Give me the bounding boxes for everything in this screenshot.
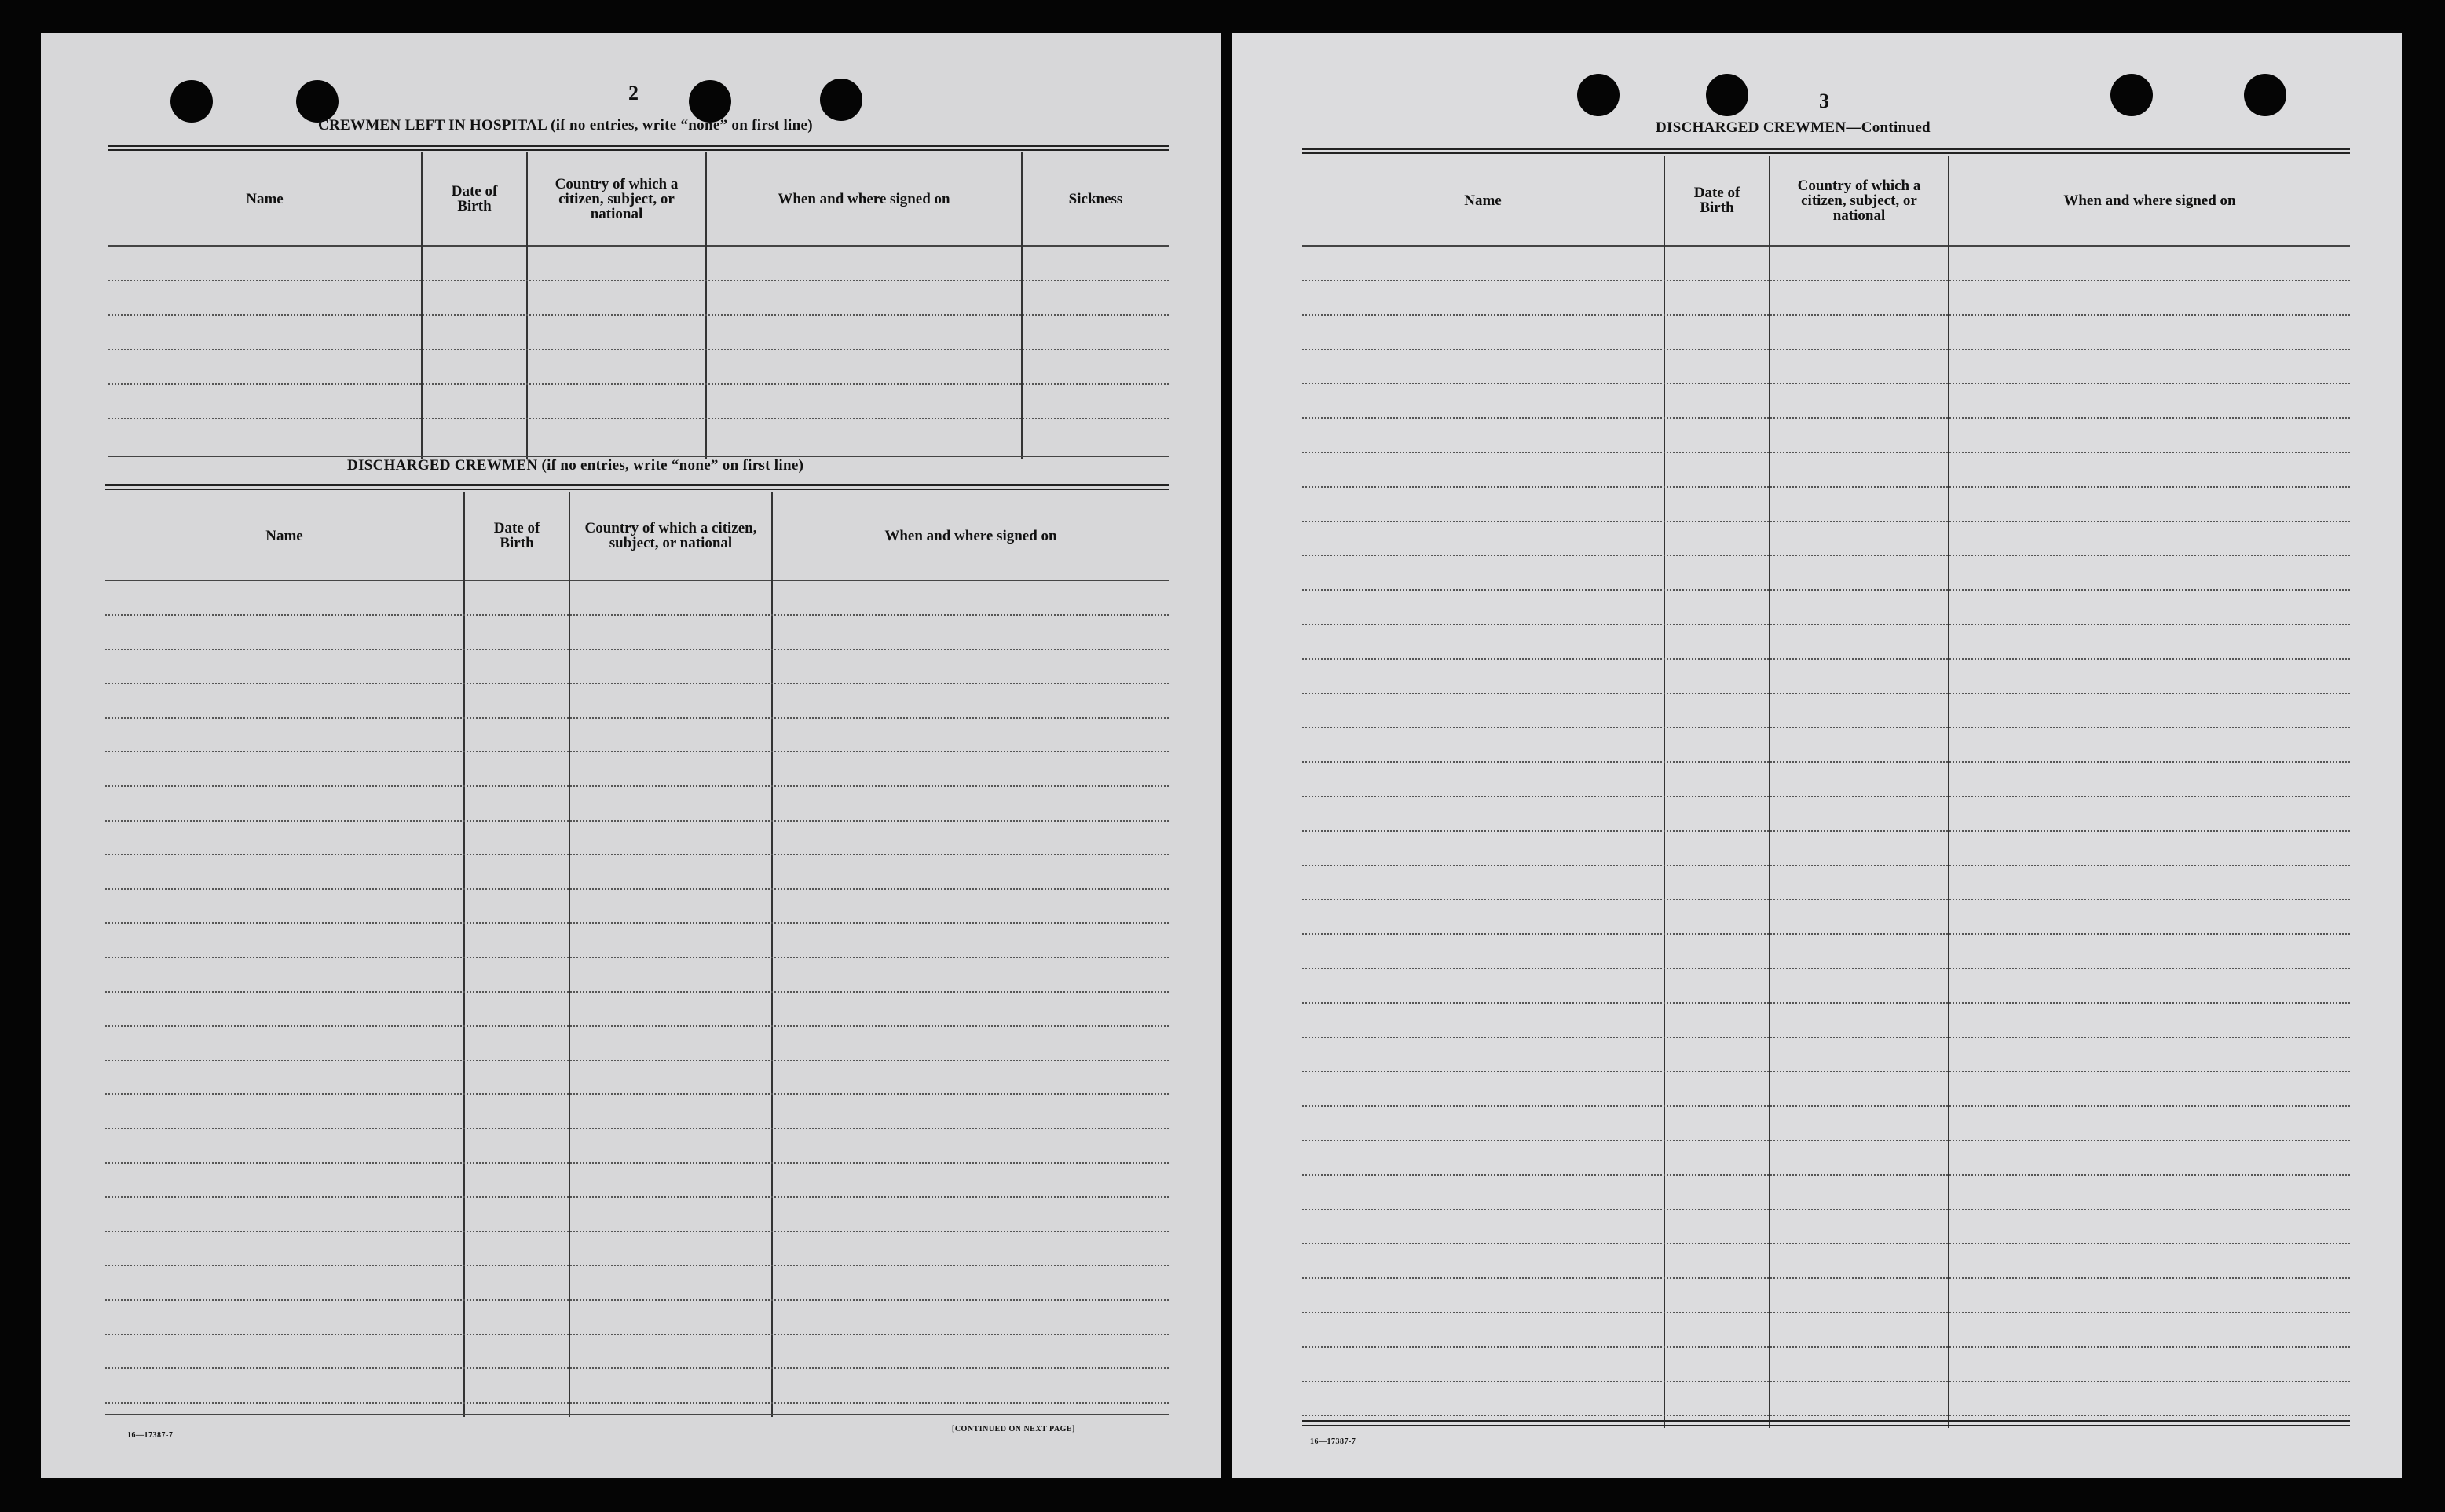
col-header-sickness: Sickness [1068,190,1123,207]
entry-line [1302,1415,2350,1416]
hospital-section-title: CREWMEN LEFT IN HOSPITAL (if no entries, write “none” on first line) [318,117,813,134]
entry-line [1302,1105,2350,1107]
entry-line [105,717,1169,719]
col-header-signed-on: When and where signed on [2063,192,2236,209]
entry-line [1302,1312,2350,1313]
entry-line [105,1299,1169,1301]
entry-line [105,1093,1169,1095]
discharged-table [105,484,1169,1417]
punch-hole [820,79,862,121]
entry-line [1302,968,2350,969]
col-header-country: Country of which a citizen, subject, or national [555,175,679,222]
entry-line [105,888,1169,890]
hospital-table [108,145,1169,459]
left-page [41,33,1221,1478]
entry-line [105,1060,1169,1061]
entry-line [105,922,1169,924]
entry-line [105,614,1169,616]
entry-line [105,991,1169,993]
entry-line [1302,452,2350,453]
col-header-name: Name [265,527,303,544]
entry-line [105,854,1169,855]
form-number: 16—17387-7 [127,1431,174,1440]
discharged-continued-table [1302,148,2350,1428]
entry-line [105,1231,1169,1232]
entry-line [1302,1381,2350,1382]
discharged-section-title: DISCHARGED CREWMEN (if no entries, write “none” on first line) [347,457,804,474]
punch-hole [2110,74,2153,116]
continued-note: [CONTINUED ON NEXT PAGE] [952,1425,1075,1433]
entry-line [1302,658,2350,660]
entry-line [1302,589,2350,591]
entry-line [1302,693,2350,694]
entry-line [1302,417,2350,419]
entry-line [1302,796,2350,797]
col-header-country: Country of which a citizen, subject, or national [1797,177,1921,224]
entry-line [105,785,1169,787]
entry-line [1302,1174,2350,1176]
punch-hole [1577,74,1620,116]
entry-line [1302,555,2350,556]
col-header-signed-on: When and where signed on [884,527,1057,544]
entry-line [105,1367,1169,1369]
entry-line [1302,280,2350,281]
entry-line [1302,1002,2350,1004]
entry-line [105,1196,1169,1198]
punch-hole [1706,74,1748,116]
entry-line [1302,1209,2350,1210]
entry-line [1302,624,2350,625]
punch-hole [689,80,731,123]
entry-line [105,751,1169,752]
entry-line [1302,486,2350,488]
entry-line [1302,933,2350,935]
col-header-date-of-birth: Date of Birth [451,183,498,214]
entry-line [1302,1140,2350,1141]
punch-hole [170,80,213,123]
entry-line [105,1025,1169,1027]
entry-line [105,1128,1169,1129]
entry-line [105,820,1169,822]
entry-line [1302,383,2350,384]
entry-line [105,1162,1169,1164]
entry-line [105,1402,1169,1404]
col-header-signed-on: When and where signed on [778,190,950,207]
entry-line [1302,761,2350,763]
entry-line [105,1334,1169,1335]
discharged-continued-title: DISCHARGED CREWMEN—Continued [1656,119,1931,136]
col-header-date-of-birth: Date of Birth [1693,185,1740,216]
punch-hole [2244,74,2286,116]
entry-line [105,957,1169,958]
entry-line [1302,899,2350,900]
entry-line [105,649,1169,650]
entry-line [1302,865,2350,866]
right-page [1232,33,2402,1478]
entry-line [1302,1243,2350,1244]
entry-line [105,1265,1169,1266]
form-number: 16—17387-7 [1310,1437,1356,1446]
entry-line [1302,1346,2350,1348]
col-header-country: Country of which a citizen, subject, or national [584,520,757,551]
entry-line [1302,830,2350,832]
entry-line [1302,521,2350,522]
entry-line [1302,349,2350,350]
entry-line [1302,314,2350,316]
page-number: 2 [628,82,639,104]
entry-line [105,683,1169,684]
col-header-name: Name [1464,192,1502,209]
page-number: 3 [1819,90,1829,112]
col-header-name: Name [246,190,284,207]
punch-hole [296,80,339,123]
entry-line [1302,727,2350,728]
col-header-date-of-birth: Date of Birth [493,520,540,551]
entry-line [1302,1277,2350,1279]
entry-line [1302,1037,2350,1038]
entry-line [1302,1071,2350,1072]
